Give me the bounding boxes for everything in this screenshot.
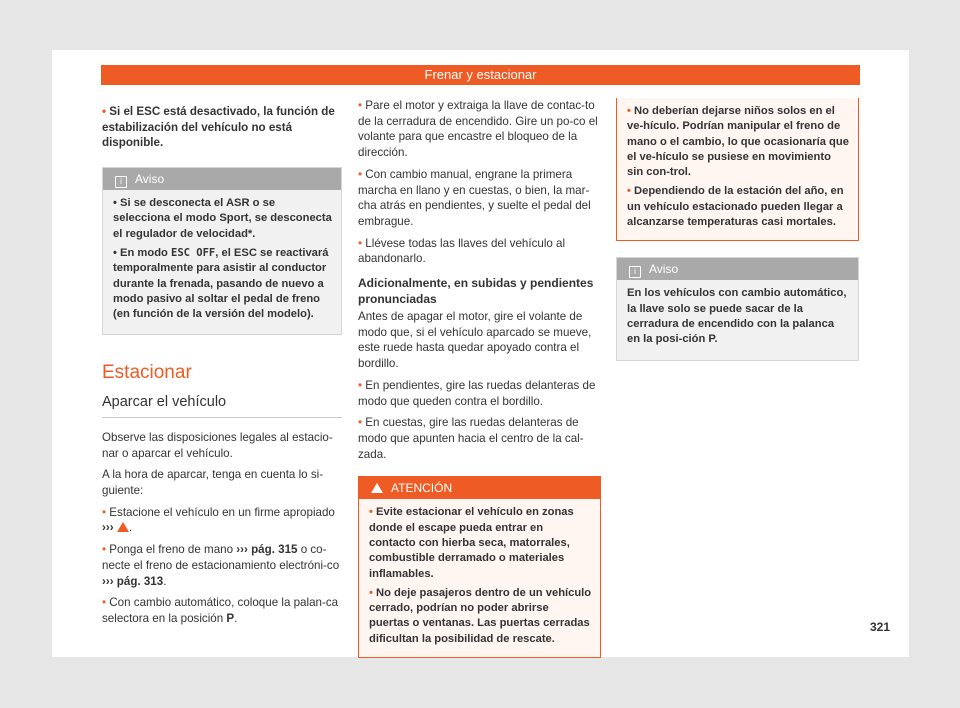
note-header: i Aviso bbox=[103, 168, 341, 190]
section-header: Frenar y estacionar bbox=[101, 65, 860, 85]
list-item: • Con cambio manual, engrane la primera marcha en llano y en cuestas, o bien, la mar-cha atrás en pendientes, y suelte el pedal del embrague. bbox=[358, 167, 591, 228]
warning-icon bbox=[371, 483, 383, 493]
note-item: • Si se desconecta el ASR o se selecciona el modo Sport, se desconecta el regulador de velocidad*. bbox=[113, 197, 332, 240]
note-header: i Aviso bbox=[617, 258, 858, 280]
warning-box bbox=[358, 476, 601, 658]
note-box bbox=[102, 167, 342, 335]
list-item: • Llévese todas las llaves del vehículo al abandonarlo. bbox=[358, 236, 566, 266]
warning-header: ATENCIÓN bbox=[359, 477, 600, 499]
reference-link[interactable]: ››› bbox=[102, 521, 114, 535]
page-number: 321 bbox=[869, 620, 890, 634]
paragraph: Antes de apagar el motor, gire el volante de modo que, si el vehículo aparcado se mueve, este ruede hasta quedar apoyado contra el bordillo. bbox=[358, 310, 592, 371]
intro-bullet: • Si el ESC está desactivado, la función de estabilización del vehículo no está disponible. bbox=[102, 105, 335, 150]
list-item: • Con cambio automático, coloque la palan-ca selectora en la posición P. bbox=[102, 596, 339, 625]
warning-item: • No deberían dejarse niños solos en el ve-hículo. Podrían manipular el freno de mano o el cambio, lo que ocasionaría que el ve-hículo se pusiese en movimiento sin con-trol. bbox=[627, 105, 849, 179]
paragraph: Observe las disposiciones legales al estacio-nar o aparcar el vehículo. bbox=[102, 430, 333, 460]
section-title: Estacionar bbox=[102, 362, 192, 384]
right-column bbox=[616, 98, 859, 361]
warning-item: • No deje pasajeros dentro de un vehículo cerrado, podrían no poder abrirse puertas o ventanas. Las puertas cerradas dificultan la posibilidad de rescate. bbox=[369, 586, 592, 645]
paragraph: A la hora de aparcar, tenga en cuenta lo si-guiente: bbox=[102, 468, 324, 497]
info-icon: i bbox=[629, 266, 641, 278]
warning-item: • Evite estacionar el vehículo en zonas donde el escape pueda entrar en contacto con hierba seca, matorrales, combustible derramado o materiales inflamables. bbox=[369, 506, 574, 580]
list-item: • En cuestas, gire las ruedas delanteras de modo que apunten hacia el centro de la cal-zada. bbox=[358, 416, 584, 461]
note-box bbox=[616, 257, 859, 360]
warning-item: • Dependiendo de la estación del año, en un vehículo estacionado pueden llegar a alcanzarse temperaturas casi mortales. bbox=[627, 185, 844, 229]
warning-box-continued bbox=[616, 98, 859, 241]
list-item: • Ponga el freno de mano ››› pág. 315 o co-necte el freno de estacionamiento electróni-co ››› pág. 313. bbox=[102, 543, 340, 588]
note-item: • En modo ESC OFF, el ESC se reactivará temporalmente para asistir al conductor durante la frenada, pasando de nuevo a modo pasivo al soltar el pedal de freno (en función de la versión del modelo). bbox=[113, 247, 329, 321]
reference-link[interactable]: ››› pág. 315 bbox=[236, 543, 298, 557]
subheading: Adicionalmente, en subidas y pendientes pronunciadas bbox=[358, 276, 594, 307]
left-column bbox=[102, 104, 342, 633]
middle-column bbox=[358, 98, 601, 658]
list-item: • Pare el motor y extraiga la llave de contac-to de la cerradura de encendido. Gire un po-co el volante para que encastre el bloqueo de la dirección. bbox=[358, 99, 598, 160]
list-item: • En pendientes, gire las ruedas delanteras de modo que queden contra el bordillo. bbox=[358, 378, 596, 408]
info-icon: i bbox=[115, 176, 127, 188]
note-text: En los vehículos con cambio automático, la llave solo se puede sacar de la cerradura de encendido con la palanca en la posi-ción P. bbox=[627, 287, 847, 346]
reference-link[interactable]: ››› pág. 313 bbox=[102, 574, 164, 588]
subsection-title: Aparcar el vehículo bbox=[102, 395, 342, 418]
list-item: • Estacione el vehículo en un firme apropiado ››› . bbox=[102, 505, 335, 535]
warning-icon bbox=[117, 522, 129, 532]
